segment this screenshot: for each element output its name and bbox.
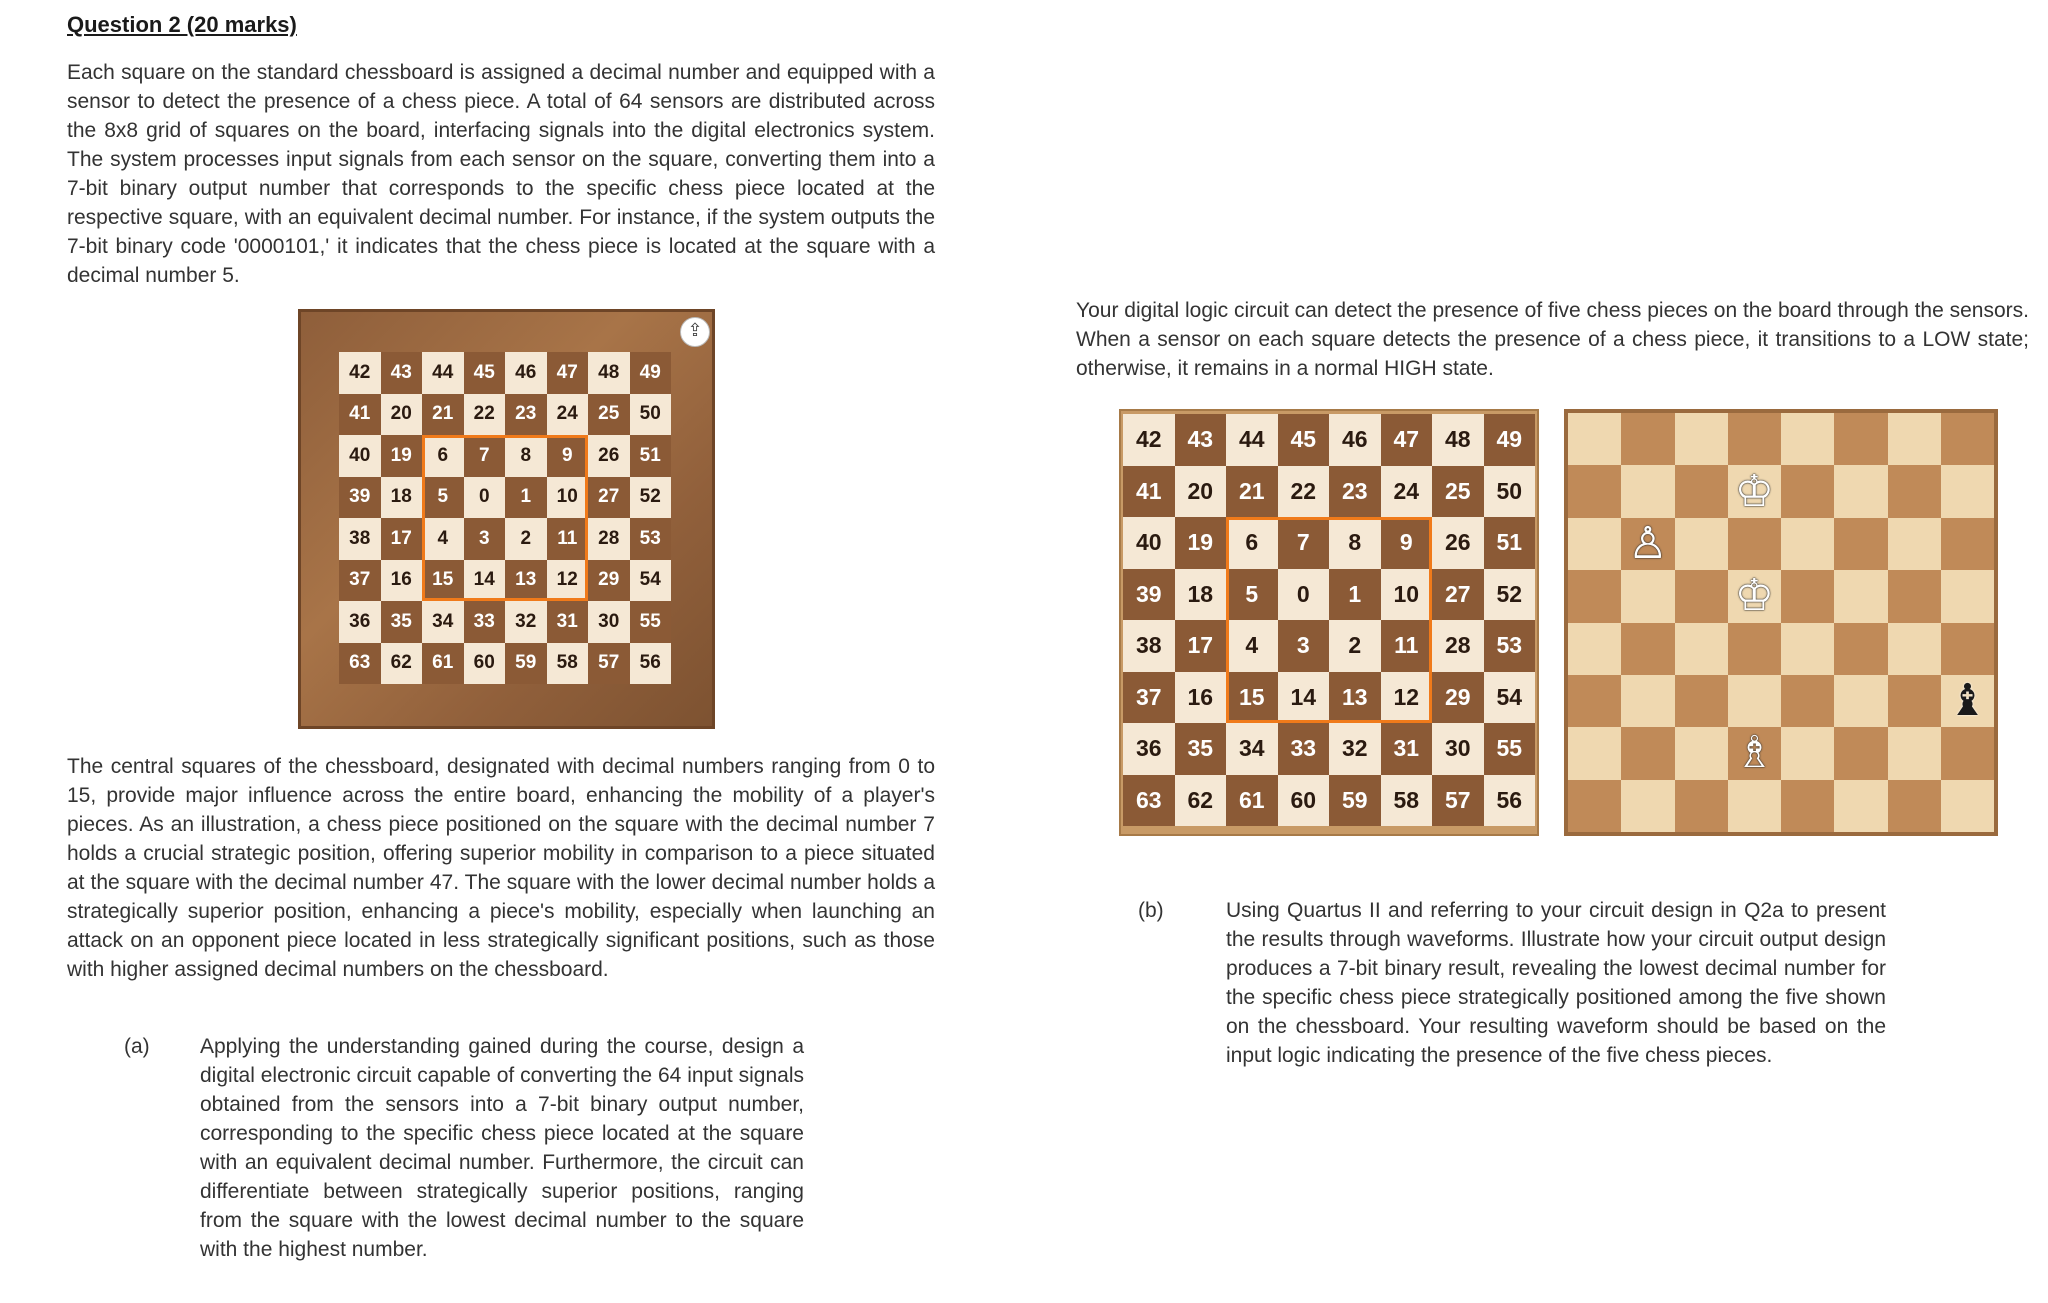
- board1-square-29: 29: [588, 560, 630, 602]
- board2-square-33: 33: [1278, 723, 1330, 775]
- board2-square-26: 26: [1432, 517, 1484, 569]
- board2-square-5: 5: [1226, 569, 1278, 621]
- board1-square-24: 24: [547, 394, 589, 436]
- board2-square-17: 17: [1175, 620, 1227, 672]
- board1-square-37: 37: [339, 560, 381, 602]
- white-pawn-icon: ♙: [1628, 517, 1668, 569]
- piece-board-square: [1834, 518, 1887, 570]
- central-paragraph: The central squares of the chessboard, designated with decimal numbers ranging from 0 to 15, provide major influence across the entire board, enhancing the mobility of a player's pieces. As an illustration, a chess piece positioned on the square with the decimal number 7 holds a crucial strategic position, offering superior mobility in comparison to a piece situated at the square with the decimal number 47. The square with the lower decimal number holds a strategically superior position, enhancing a piece's mobility, especially when launching an attack on an opponent piece located in less strategically significant positions, such as those with higher assigned decimal numbers on the chessboard.: [67, 755, 935, 981]
- board2-square-59: 59: [1329, 775, 1381, 827]
- piece-board-square: [1781, 413, 1834, 465]
- board2-square-31: 31: [1381, 723, 1433, 775]
- black-bishop-icon: ♝: [1947, 675, 1988, 727]
- piece-board-square: [1834, 780, 1887, 832]
- board2-square-4: 4: [1226, 620, 1278, 672]
- piece-board-square: [1728, 465, 1781, 517]
- part-a-text: Applying the understanding gained during the course, design a digital electronic circuit capable of converting the 64 input signals obtained from the sensors into a 7-bit binary output number, corresponding to the specific chess piece located at the square with an equivalent decimal number. Furthermore, the circuit can differentiate between strategically superior positions, ranging from the square with the lowest decimal number to the square with the highest number.: [200, 1035, 804, 1261]
- board1-square-26: 26: [588, 435, 630, 477]
- board2-square-30: 30: [1432, 723, 1484, 775]
- board1-square-60: 60: [464, 643, 506, 685]
- board2-square-8: 8: [1329, 517, 1381, 569]
- piece-board-square: [1568, 465, 1621, 517]
- piece-board-square: [1621, 675, 1674, 727]
- piece-board-square: [1781, 727, 1834, 779]
- board2-square-36: 36: [1123, 723, 1175, 775]
- board1-square-47: 47: [547, 352, 589, 394]
- piece-board-square: [1888, 465, 1941, 517]
- board2-square-48: 48: [1432, 414, 1484, 466]
- piece-board-square: [1781, 675, 1834, 727]
- board2-square-10: 10: [1381, 569, 1433, 621]
- board2-square-32: 32: [1329, 723, 1381, 775]
- piece-board-square: [1941, 727, 1994, 779]
- board1-square-43: 43: [381, 352, 423, 394]
- board1-square-12: 12: [547, 560, 589, 602]
- board2-square-25: 25: [1432, 466, 1484, 518]
- piece-board-square: [1728, 727, 1781, 779]
- board1-square-14: 14: [464, 560, 506, 602]
- board2-square-2: 2: [1329, 620, 1381, 672]
- board1-square-30: 30: [588, 601, 630, 643]
- board1-square-17: 17: [381, 518, 423, 560]
- part-b-label: (b): [1138, 899, 1164, 922]
- board2-square-38: 38: [1123, 620, 1175, 672]
- board2-square-52: 52: [1484, 569, 1536, 621]
- board1-square-19: 19: [381, 435, 423, 477]
- piece-board-square: [1888, 413, 1941, 465]
- question-title: Question 2 (20 marks): [67, 12, 297, 37]
- board1-square-35: 35: [381, 601, 423, 643]
- board1-square-36: 36: [339, 601, 381, 643]
- piece-board-square: [1621, 518, 1674, 570]
- piece-board-square: [1621, 570, 1674, 622]
- numbered-chessboard: [339, 352, 671, 684]
- board1-square-59: 59: [505, 643, 547, 685]
- piece-board-square: [1834, 570, 1887, 622]
- board1-square-57: 57: [588, 643, 630, 685]
- board2-square-22: 22: [1278, 466, 1330, 518]
- board2-square-43: 43: [1175, 414, 1227, 466]
- board2-square-35: 35: [1175, 723, 1227, 775]
- piece-board-square: [1568, 518, 1621, 570]
- board1-square-51: 51: [630, 435, 672, 477]
- board1-square-48: 48: [588, 352, 630, 394]
- board1-square-5: 5: [422, 477, 464, 519]
- intro-paragraph: Each square on the standard chessboard is assigned a decimal number and equipped with a sensor to detect the presence of a chess piece. A total of 64 sensors are distributed across the 8x8 grid of squares on the board, interfacing signals into the digital electronics system. The system processes input signals from each sensor on the square, converting them into a 7-bit binary output number that corresponds to the specific chess piece located at the respective square, with an equivalent decimal number. For instance, if the system outputs the 7-bit binary code '0000101,' it indicates that the chess piece is located at the square with a decimal number 5.: [67, 61, 935, 287]
- board2-square-56: 56: [1484, 775, 1536, 827]
- board2-square-12: 12: [1381, 672, 1433, 724]
- board2-square-46: 46: [1329, 414, 1381, 466]
- board1-square-18: 18: [381, 477, 423, 519]
- board1-square-56: 56: [630, 643, 672, 685]
- piece-board-square: [1568, 623, 1621, 675]
- board1-square-52: 52: [630, 477, 672, 519]
- share-icon[interactable]: ⇪: [680, 317, 710, 347]
- board1-square-13: 13: [505, 560, 547, 602]
- board1-square-15: 15: [422, 560, 464, 602]
- board1-square-55: 55: [630, 601, 672, 643]
- board1-square-42: 42: [339, 352, 381, 394]
- board2-square-7: 7: [1278, 517, 1330, 569]
- board1-square-46: 46: [505, 352, 547, 394]
- board2-square-27: 27: [1432, 569, 1484, 621]
- board1-square-45: 45: [464, 352, 506, 394]
- piece-board-square: [1941, 780, 1994, 832]
- board2-square-29: 29: [1432, 672, 1484, 724]
- board1-square-6: 6: [422, 435, 464, 477]
- board2-square-18: 18: [1175, 569, 1227, 621]
- piece-board-square: [1621, 623, 1674, 675]
- board1-square-32: 32: [505, 601, 547, 643]
- piece-board-square: [1781, 623, 1834, 675]
- piece-board-square: [1621, 465, 1674, 517]
- piece-board-square: [1888, 518, 1941, 570]
- board1-square-7: 7: [464, 435, 506, 477]
- board1-square-49: 49: [630, 352, 672, 394]
- board1-square-34: 34: [422, 601, 464, 643]
- white-king-icon: ♔: [1734, 465, 1775, 517]
- piece-board-square: [1834, 623, 1887, 675]
- board1-square-39: 39: [339, 477, 381, 519]
- piece-board-square: [1728, 518, 1781, 570]
- board1-square-40: 40: [339, 435, 381, 477]
- board2-square-24: 24: [1381, 466, 1433, 518]
- part-a-label: (a): [124, 1035, 150, 1058]
- board2-square-53: 53: [1484, 620, 1536, 672]
- board1-square-62: 62: [381, 643, 423, 685]
- board1-square-61: 61: [422, 643, 464, 685]
- piece-board-square: [1781, 570, 1834, 622]
- piece-board-square: [1675, 465, 1728, 517]
- board2-square-14: 14: [1278, 672, 1330, 724]
- numbered-chessboard-2: [1123, 414, 1535, 826]
- board1-square-27: 27: [588, 477, 630, 519]
- board1-square-31: 31: [547, 601, 589, 643]
- piece-board-square: [1675, 623, 1728, 675]
- board2-square-55: 55: [1484, 723, 1536, 775]
- piece-chessboard: [1568, 413, 1994, 832]
- white-king-2-icon: ♔: [1734, 570, 1775, 622]
- piece-board-square: [1675, 675, 1728, 727]
- piece-board-square: [1941, 623, 1994, 675]
- board2-square-9: 9: [1381, 517, 1433, 569]
- board2-square-19: 19: [1175, 517, 1227, 569]
- piece-board-square: [1621, 780, 1674, 832]
- piece-board-square: [1834, 727, 1887, 779]
- board2-square-28: 28: [1432, 620, 1484, 672]
- piece-board-square: [1675, 570, 1728, 622]
- board1-square-16: 16: [381, 560, 423, 602]
- board1-square-63: 63: [339, 643, 381, 685]
- piece-board-square: [1621, 727, 1674, 779]
- board2-square-3: 3: [1278, 620, 1330, 672]
- board2-square-47: 47: [1381, 414, 1433, 466]
- board2-square-61: 61: [1226, 775, 1278, 827]
- piece-board-square: [1888, 675, 1941, 727]
- piece-board-square: [1675, 780, 1728, 832]
- board2-square-37: 37: [1123, 672, 1175, 724]
- board2-square-41: 41: [1123, 466, 1175, 518]
- piece-board-square: [1888, 727, 1941, 779]
- board1-square-8: 8: [505, 435, 547, 477]
- piece-board-square: [1568, 675, 1621, 727]
- board2-square-51: 51: [1484, 517, 1536, 569]
- board1-square-22: 22: [464, 394, 506, 436]
- board2-square-44: 44: [1226, 414, 1278, 466]
- piece-board-square: [1781, 465, 1834, 517]
- board2-square-15: 15: [1226, 672, 1278, 724]
- detect-paragraph: Your digital logic circuit can detect the presence of five chess pieces on the board through the sensors. When a sensor on each square detects the presence of a chess piece, it transitions to a LOW state; otherwise, it remains in a normal HIGH state.: [1076, 299, 2029, 380]
- piece-board-square: [1728, 570, 1781, 622]
- board1-square-21: 21: [422, 394, 464, 436]
- board2-square-42: 42: [1123, 414, 1175, 466]
- board2-square-58: 58: [1381, 775, 1433, 827]
- piece-board-square: [1941, 675, 1994, 727]
- board1-square-11: 11: [547, 518, 589, 560]
- piece-board-square: [1941, 413, 1994, 465]
- board2-square-45: 45: [1278, 414, 1330, 466]
- board2-square-50: 50: [1484, 466, 1536, 518]
- board1-square-20: 20: [381, 394, 423, 436]
- piece-board-square: [1941, 518, 1994, 570]
- board2-square-11: 11: [1381, 620, 1433, 672]
- piece-board-square: [1568, 413, 1621, 465]
- board2-square-39: 39: [1123, 569, 1175, 621]
- board1-square-28: 28: [588, 518, 630, 560]
- board1-square-9: 9: [547, 435, 589, 477]
- board2-square-62: 62: [1175, 775, 1227, 827]
- board1-square-2: 2: [505, 518, 547, 560]
- board2-square-1: 1: [1329, 569, 1381, 621]
- board1-square-58: 58: [547, 643, 589, 685]
- piece-board-square: [1941, 570, 1994, 622]
- board1-square-38: 38: [339, 518, 381, 560]
- board1-square-41: 41: [339, 394, 381, 436]
- piece-board-square: [1888, 570, 1941, 622]
- board1-square-3: 3: [464, 518, 506, 560]
- piece-board-square: [1728, 413, 1781, 465]
- board2-square-6: 6: [1226, 517, 1278, 569]
- piece-board-square: [1728, 623, 1781, 675]
- piece-board-square: [1781, 518, 1834, 570]
- board1-square-33: 33: [464, 601, 506, 643]
- piece-board-square: [1834, 675, 1887, 727]
- board1-square-4: 4: [422, 518, 464, 560]
- piece-board-square: [1568, 727, 1621, 779]
- board2-square-40: 40: [1123, 517, 1175, 569]
- board1-square-53: 53: [630, 518, 672, 560]
- board1-square-10: 10: [547, 477, 589, 519]
- piece-board-square: [1675, 413, 1728, 465]
- board2-square-23: 23: [1329, 466, 1381, 518]
- piece-board-square: [1781, 780, 1834, 832]
- piece-board-square: [1568, 570, 1621, 622]
- board2-square-57: 57: [1432, 775, 1484, 827]
- board2-square-16: 16: [1175, 672, 1227, 724]
- board1-square-50: 50: [630, 394, 672, 436]
- piece-board-square: [1675, 727, 1728, 779]
- piece-board-square: [1568, 780, 1621, 832]
- board2-square-21: 21: [1226, 466, 1278, 518]
- board1-square-23: 23: [505, 394, 547, 436]
- piece-board-square: [1675, 518, 1728, 570]
- board1-square-54: 54: [630, 560, 672, 602]
- piece-board-square: [1888, 623, 1941, 675]
- piece-board-square: [1834, 413, 1887, 465]
- board1-square-25: 25: [588, 394, 630, 436]
- board2-square-54: 54: [1484, 672, 1536, 724]
- piece-board-square: [1941, 465, 1994, 517]
- board2-square-0: 0: [1278, 569, 1330, 621]
- board2-square-20: 20: [1175, 466, 1227, 518]
- piece-board-square: [1728, 780, 1781, 832]
- piece-board-square: [1834, 465, 1887, 517]
- board2-square-49: 49: [1484, 414, 1536, 466]
- board2-square-60: 60: [1278, 775, 1330, 827]
- piece-board-square: [1728, 675, 1781, 727]
- board1-square-0: 0: [464, 477, 506, 519]
- board2-square-13: 13: [1329, 672, 1381, 724]
- board2-square-63: 63: [1123, 775, 1175, 827]
- piece-board-square: [1888, 780, 1941, 832]
- board1-square-44: 44: [422, 352, 464, 394]
- board1-square-1: 1: [505, 477, 547, 519]
- part-b-text: Using Quartus II and referring to your circuit design in Q2a to present the results through waveforms. Illustrate how your circuit output design produces a 7-bit binary result, revealing the lowest decimal number for the specific chess piece strategically positioned among the five shown on the chessboard. Your resulting waveform should be based on the input logic indicating the presence of the five chess pieces.: [1226, 899, 1886, 1067]
- board2-square-34: 34: [1226, 723, 1278, 775]
- piece-board-square: [1621, 413, 1674, 465]
- white-bishop-icon: ♗: [1734, 727, 1775, 779]
